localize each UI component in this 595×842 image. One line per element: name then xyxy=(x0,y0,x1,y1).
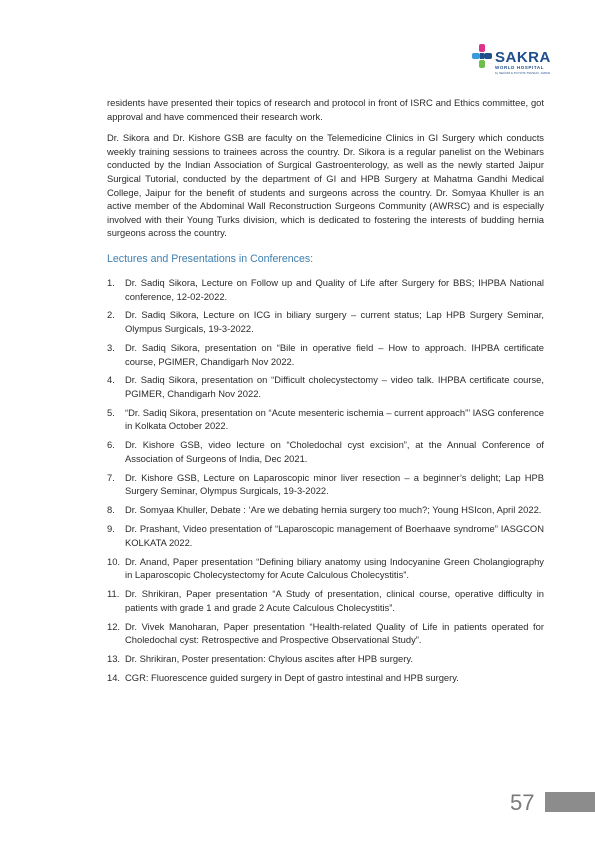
list-item-text: Dr. Sadiq Sikora, Lecture on ICG in biliary surgery – current status; Lap HPB Surgery Seminar, Olympus Surgicals, 19-3-2022. xyxy=(125,309,544,335)
body-paragraph: residents have presented their topics of research and protocol in front of ISRC and Ethics committee, got approval and have commenced their research work. xyxy=(107,97,544,122)
list-item xyxy=(107,341,544,368)
list-item-text: Dr. Shrikiran, Poster presentation: Chylous ascites after HPB surgery. xyxy=(125,653,413,665)
page-content xyxy=(107,96,544,690)
list-item-number: 10. xyxy=(107,555,121,567)
list-item xyxy=(107,587,544,614)
list-item-number: 14. xyxy=(107,672,121,684)
list-item xyxy=(107,308,544,335)
list-item xyxy=(107,671,544,685)
logo-name: SAKRA xyxy=(495,49,551,66)
list-item xyxy=(107,522,544,549)
list-item-text: Dr. Anand, Paper presentation “Defining biliary anatomy using Indocyanine Green Cholangiography in Laparoscopic Cholecystectomy for Acute Calculous Cholecystitis”. xyxy=(125,555,544,581)
list-item-text: Dr. Kishore GSB, video lecture on “Choledochal cyst excision”, at the Annual Conference of Association of Surgeons of India, Dec 2021. xyxy=(125,439,544,464)
list-item xyxy=(107,471,544,498)
section-heading: Lectures and Presentations in Conferences: xyxy=(107,252,314,265)
list-item-number: 13. xyxy=(107,653,121,665)
list-item-text: Dr. Sadiq Sikora, presentation on “Difficult cholecystectomy – video talk. IHPBA certificate course, PGIMER, Chandigarh Nov 2022. xyxy=(125,374,544,399)
list-item-text: Dr. Vivek Manoharan, Paper presentation “Health-related Quality of Life in patients operated for Choledochal cyst: Retrospective and Prospective Observational Study”. xyxy=(125,620,544,646)
list-item-number: 2. xyxy=(107,309,115,321)
list-item xyxy=(107,652,544,666)
list-item-number: 9. xyxy=(107,523,115,535)
list-item-text: Dr. Prashant, Video presentation of “Laparoscopic management of Boerhaave syndrome” IASGCON KOLKATA 2022. xyxy=(125,523,544,548)
logo-text xyxy=(495,50,551,75)
list-item-number: 4. xyxy=(107,374,115,386)
list-item xyxy=(107,555,544,582)
page-number-bar xyxy=(545,792,595,812)
list-item-text: Dr. Kishore GSB, Lecture on Laparoscopic minor liver resection – a beginner’s delight; Lap HPB Surgery Seminar, Olympus Surgicals, 19-3-2022. xyxy=(125,471,544,497)
list-item-number: 8. xyxy=(107,504,115,516)
list-item-number: 12. xyxy=(107,620,121,632)
list-item-text: Dr. Sadiq Sikora, presentation on “Bile in operative field – How to approach. IHPBA certificate course, PGIMER, Chandigarh Nov 2022. xyxy=(125,341,544,367)
list-item-number: 7. xyxy=(107,471,115,483)
hospital-logo xyxy=(470,42,570,82)
list-item-text: “Dr. Sadiq Sikora, presentation on “Acute mesenteric ischemia – current approach”’ IASG conference in Kolkata October 2022. xyxy=(125,406,544,432)
list-item xyxy=(107,276,544,303)
list-item-number: 3. xyxy=(107,341,115,353)
list-item xyxy=(107,406,544,433)
list-item-text: CGR: Fluorescence guided surgery in Dept of gastro intestinal and HPB surgery. xyxy=(125,672,459,684)
list-item xyxy=(107,373,544,400)
logo-subtitle: WORLD HOSPITAL xyxy=(495,65,545,70)
page-number: 57 xyxy=(510,790,535,815)
list-item xyxy=(107,620,544,647)
list-item-number: 1. xyxy=(107,276,115,288)
list-item-number: 5. xyxy=(107,406,115,418)
list-item-number: 6. xyxy=(107,439,115,451)
list-item xyxy=(107,503,544,517)
logo-tagline: by SECOM & TOYOTA TSUSHO, JAPAN xyxy=(495,71,550,75)
list-item-text: Dr. Sadiq Sikora, Lecture on Follow up and Quality of Life after Surgery for BBS; IHPBA National conference, 12-02-2022. xyxy=(125,276,544,302)
list-item xyxy=(107,438,544,465)
list-item-text: Dr. Shrikiran, Paper presentation “A Study of presentation, clinical course, operative difficulty in patients with grade 1 and grade 2 Acute Calculous Cholecystitis”. xyxy=(125,588,544,613)
presentations-list xyxy=(107,276,544,685)
body-paragraph: Dr. Sikora and Dr. Kishore GSB are faculty on the Telemedicine Clinics in GI Surgery which conducts weekly training sessions to trainees across the country. Dr. Sikora is a regular panelist on the Webinars conducted by the Indian Association of Surgical Gastroenterology, as well as the newly started Jaipur Surgical Tutorial, conducted by the department of GI and HPB Surgery at Mahatma Gandhi Medical College, Jaipur for the benefit of students and surgeons across the country. Dr. Somyaa Khuller is an active member of the Abdominal Wall Reconstruction Surgeons Community (AWRSC) and is especially involved with their Young Turks division, which is dedicated to fostering the interests of budding hernia surgeons across the country. xyxy=(107,132,544,239)
list-item-text: Dr. Somyaa Khuller, Debate : ‘Are we debating hernia surgery too much?; Young HSIcon, April 2022. xyxy=(125,504,542,516)
list-item-number: 11. xyxy=(107,588,120,600)
logo-cross-icon xyxy=(470,42,494,72)
